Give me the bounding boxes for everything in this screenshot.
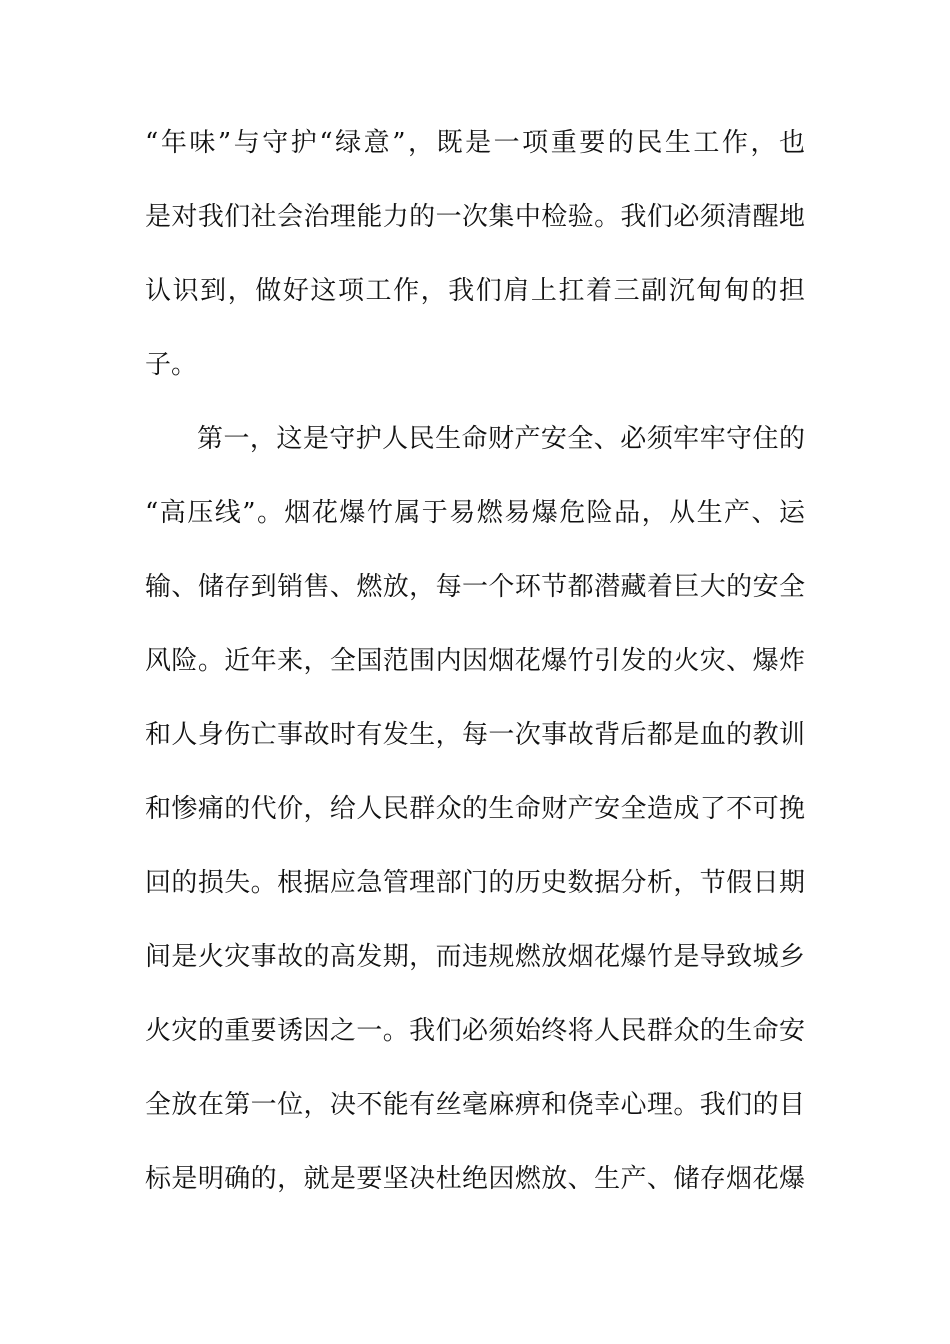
paragraph-2-line: 第一，这是守护人民生命财产安全、必须牢牢守住的 — [197, 424, 805, 454]
paragraph-2-line: 回的损失。根据应急管理部门的历史数据分析，节假日期 — [145, 868, 805, 898]
paragraph-1-line: 子。 — [145, 350, 198, 380]
paragraph-2-line: 输、储存到销售、燃放，每一个环节都潜藏着巨大的安全 — [145, 572, 805, 602]
paragraph-2-line: 风险。近年来，全国范围内因烟花爆竹引发的火灾、爆炸 — [145, 646, 805, 676]
paragraph-1-line: 认识到，做好这项工作，我们肩上扛着三副沉甸甸的担 — [145, 276, 805, 306]
paragraph-2-line: “高压线”。烟花爆竹属于易燃易爆危险品，从生产、运 — [145, 498, 805, 528]
paragraph-2-line: 火灾的重要诱因之一。我们必须始终将人民群众的生命安 — [145, 1016, 805, 1046]
paragraph-1-line: “年味”与守护“绿意”，既是一项重要的民生工作，也 — [145, 128, 805, 158]
paragraph-2-line: 和惨痛的代价，给人民群众的生命财产安全造成了不可挽 — [145, 794, 805, 824]
body-text — [145, 106, 805, 1216]
paragraph-2-line: 和人身伤亡事故时有发生，每一次事故背后都是血的教训 — [145, 720, 805, 750]
paragraph-2-line: 标是明确的，就是要坚决杜绝因燃放、生产、储存烟花爆 — [145, 1164, 805, 1194]
paragraph-1-line: 是对我们社会治理能力的一次集中检验。我们必须清醒地 — [145, 202, 805, 232]
paragraph-2-line: 全放在第一位，决不能有丝毫麻痹和侥幸心理。我们的目 — [145, 1090, 805, 1120]
paragraph-2-line: 间是火灾事故的高发期，而违规燃放烟花爆竹是导致城乡 — [145, 942, 805, 972]
